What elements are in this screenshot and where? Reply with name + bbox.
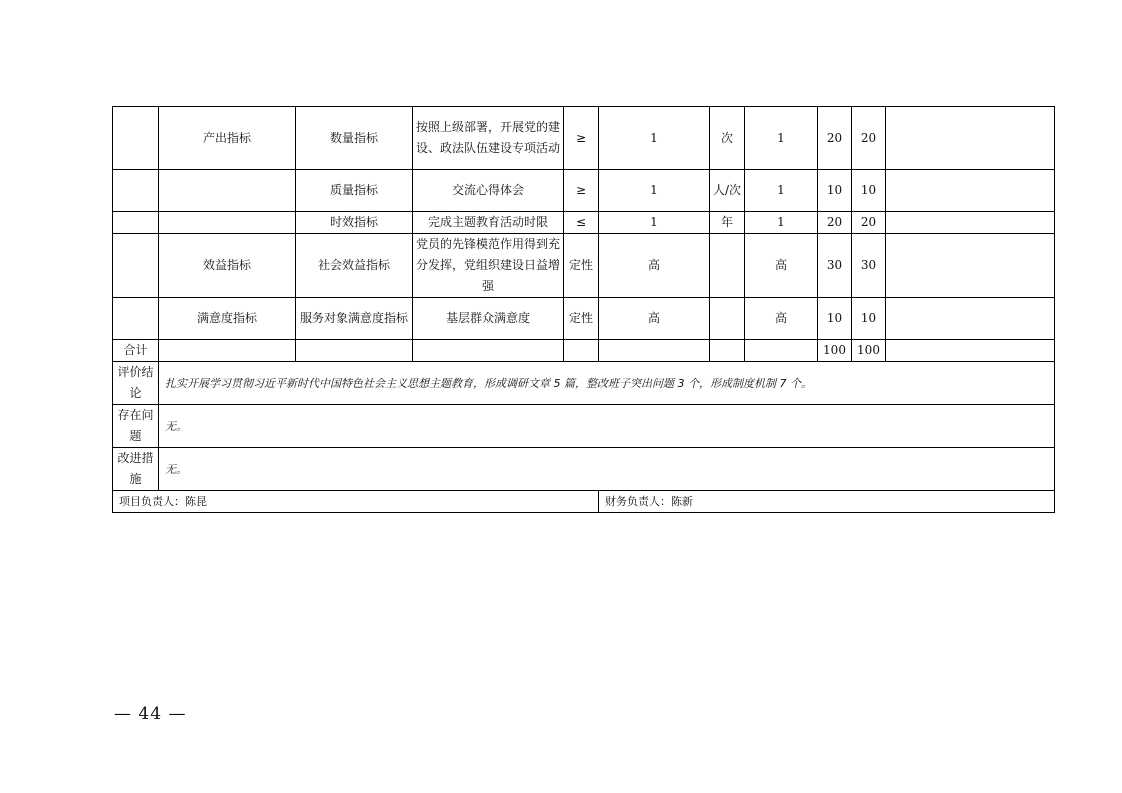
score: 10 xyxy=(852,170,886,212)
actual-value: 1 xyxy=(745,212,818,234)
indicator-content: 按照上级部署，开展党的建设、政法队伍建设专项活动 xyxy=(413,107,564,170)
remark-cell xyxy=(886,107,1055,170)
target-value: 1 xyxy=(599,107,710,170)
project-lead-signature: 项目负责人：陈昆 xyxy=(113,491,599,513)
weight: 10 xyxy=(818,298,852,340)
indicator-content: 完成主题教育活动时限 xyxy=(413,212,564,234)
table-row xyxy=(113,298,1055,340)
score: 20 xyxy=(852,212,886,234)
empty-cell xyxy=(113,298,159,340)
indicator-subcategory: 服务对象满意度指标 xyxy=(296,298,413,340)
indicator-subcategory: 质量指标 xyxy=(296,170,413,212)
actual-value: 高 xyxy=(745,234,818,298)
table-row xyxy=(113,170,1055,212)
weight: 10 xyxy=(818,170,852,212)
actual-value: 高 xyxy=(745,298,818,340)
indicator-category: 产出指标 xyxy=(159,107,296,170)
indicator-category: 满意度指标 xyxy=(159,298,296,340)
score: 30 xyxy=(852,234,886,298)
actual-value: 1 xyxy=(745,170,818,212)
indicator-category xyxy=(159,170,296,212)
finance-lead-signature: 财务负责人：陈新 xyxy=(599,491,1055,513)
total-row xyxy=(113,340,1055,362)
score: 20 xyxy=(852,107,886,170)
indicator-category xyxy=(159,212,296,234)
remark-cell xyxy=(886,340,1055,362)
weight: 20 xyxy=(818,212,852,234)
indicator-category: 效益指标 xyxy=(159,234,296,298)
empty-cell xyxy=(159,340,296,362)
indicator-content: 基层群众满意度 xyxy=(413,298,564,340)
comparison-operator: ≥ xyxy=(564,170,599,212)
weight: 30 xyxy=(818,234,852,298)
problems-text: 无。 xyxy=(159,405,1055,448)
empty-cell xyxy=(113,212,159,234)
target-value: 1 xyxy=(599,212,710,234)
score: 10 xyxy=(852,298,886,340)
unit: 年 xyxy=(710,212,745,234)
unit: 人/次 xyxy=(710,170,745,212)
evaluation-text: 扎实开展学习贯彻习近平新时代中国特色社会主义思想主题教育，形成调研文章 5 篇，整改班子突出问题 3 个，形成制度机制 7 个。 xyxy=(159,362,1055,405)
remark-cell xyxy=(886,234,1055,298)
empty-cell xyxy=(296,340,413,362)
comparison-operator: 定性 xyxy=(564,298,599,340)
unit: 次 xyxy=(710,107,745,170)
empty-cell xyxy=(710,340,745,362)
unit xyxy=(710,234,745,298)
empty-cell xyxy=(113,107,159,170)
performance-table xyxy=(112,106,1055,513)
total-label: 合计 xyxy=(113,340,159,362)
actual-value: 1 xyxy=(745,107,818,170)
table-row xyxy=(113,234,1055,298)
measures-label: 改进措施 xyxy=(113,448,159,491)
total-weight: 100 xyxy=(818,340,852,362)
evaluation-row xyxy=(113,362,1055,405)
indicator-subcategory: 数量指标 xyxy=(296,107,413,170)
indicator-subcategory: 社会效益指标 xyxy=(296,234,413,298)
remark-cell xyxy=(886,298,1055,340)
unit xyxy=(710,298,745,340)
page-number: — 44 — xyxy=(114,704,187,724)
total-score: 100 xyxy=(852,340,886,362)
empty-cell xyxy=(564,340,599,362)
remark-cell xyxy=(886,212,1055,234)
indicator-content: 党员的先锋模范作用得到充分发挥，党组织建设日益增强 xyxy=(413,234,564,298)
problems-label: 存在问题 xyxy=(113,405,159,448)
target-value: 1 xyxy=(599,170,710,212)
table-row xyxy=(113,212,1055,234)
measures-row xyxy=(113,448,1055,491)
target-value: 高 xyxy=(599,298,710,340)
weight: 20 xyxy=(818,107,852,170)
empty-cell xyxy=(745,340,818,362)
signature-row xyxy=(113,491,1055,513)
problems-row xyxy=(113,405,1055,448)
empty-cell xyxy=(113,234,159,298)
indicator-content: 交流心得体会 xyxy=(413,170,564,212)
indicator-subcategory: 时效指标 xyxy=(296,212,413,234)
comparison-operator: ≥ xyxy=(564,107,599,170)
target-value: 高 xyxy=(599,234,710,298)
remark-cell xyxy=(886,170,1055,212)
empty-cell xyxy=(599,340,710,362)
comparison-operator: 定性 xyxy=(564,234,599,298)
empty-cell xyxy=(413,340,564,362)
empty-cell xyxy=(113,170,159,212)
table-row xyxy=(113,107,1055,170)
measures-text: 无。 xyxy=(159,448,1055,491)
comparison-operator: ≤ xyxy=(564,212,599,234)
evaluation-label: 评价结论 xyxy=(113,362,159,405)
